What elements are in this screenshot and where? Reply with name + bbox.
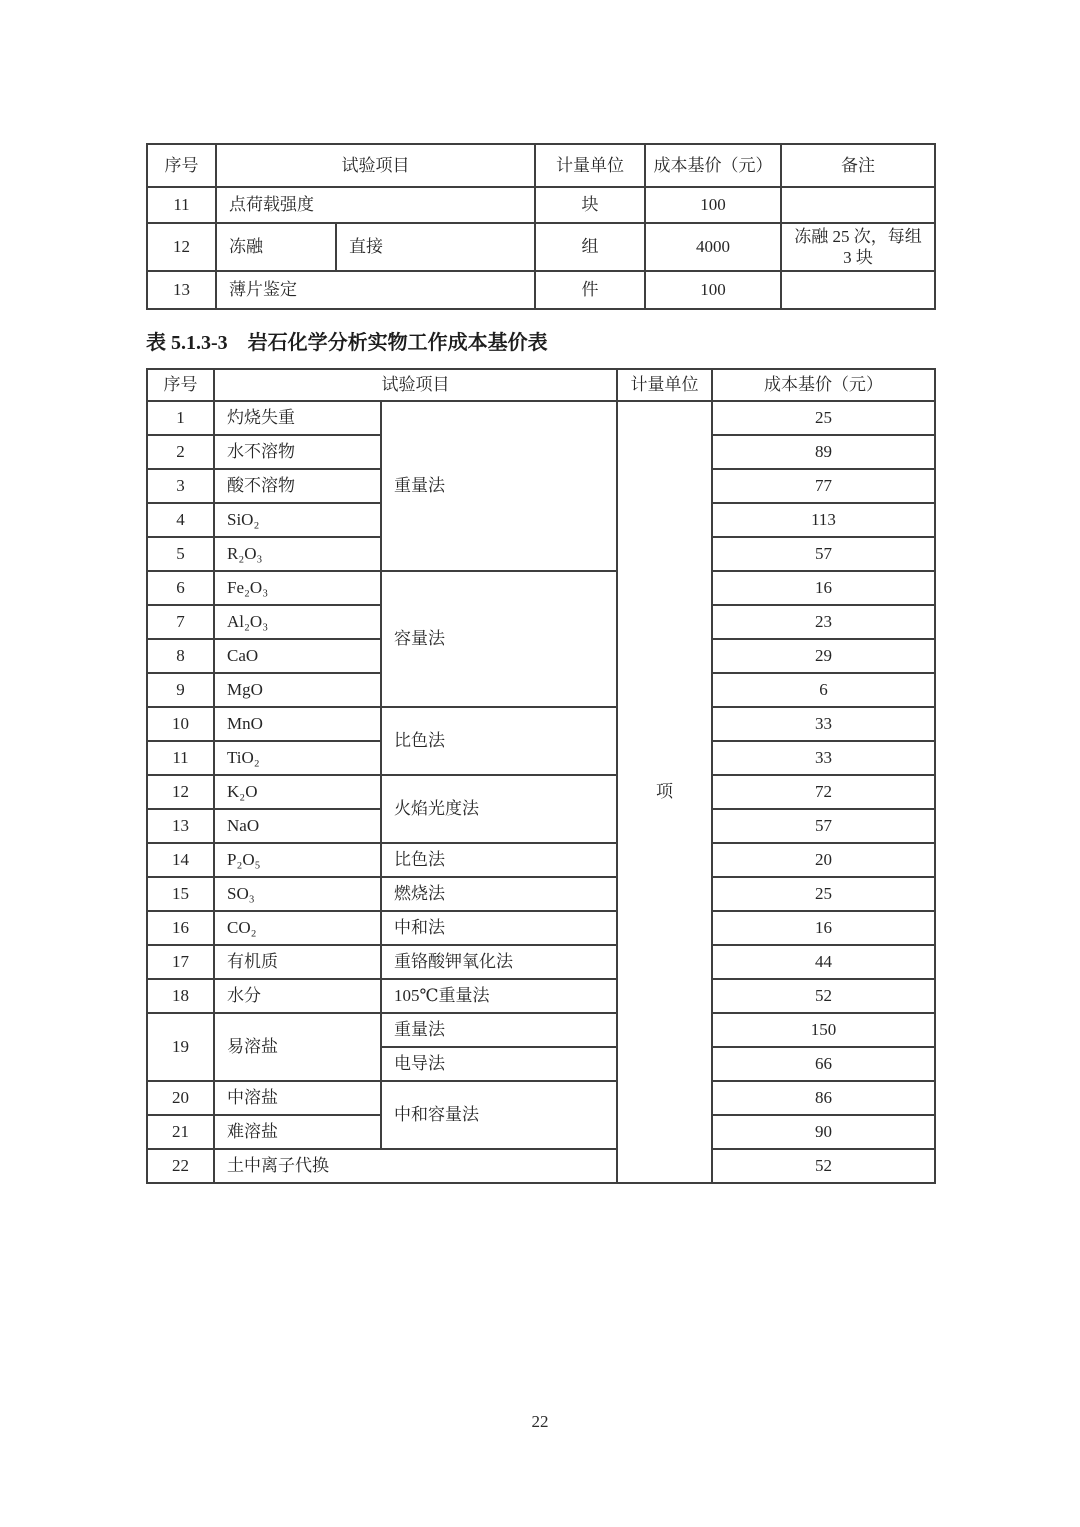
- cell-price: 89: [712, 435, 935, 469]
- cell-price: 4000: [645, 223, 781, 271]
- cell-item: 水分: [214, 979, 381, 1013]
- col-header-price: 成本基价（元）: [645, 144, 781, 187]
- cell-price: 57: [712, 809, 935, 843]
- cell-method: 比色法: [381, 707, 617, 775]
- cell-item: NaO: [214, 809, 381, 843]
- cell-unit: 块: [535, 187, 645, 223]
- cell-no: 20: [147, 1081, 214, 1115]
- cell-price: 77: [712, 469, 935, 503]
- col-header-no: 序号: [147, 144, 216, 187]
- cell-item: 有机质: [214, 945, 381, 979]
- document-content: [146, 143, 934, 1184]
- cell-item: 中溶盐: [214, 1081, 381, 1115]
- cell-item: CO₂: [214, 911, 381, 945]
- cell-remark: 冻融 25 次，每组 3 块: [781, 223, 935, 271]
- table-row: [147, 843, 935, 877]
- cell-no: 2: [147, 435, 214, 469]
- cell-price: 72: [712, 775, 935, 809]
- cell-price: 29: [712, 639, 935, 673]
- cell-method: 比色法: [381, 843, 617, 877]
- col-header-unit: 计量单位: [535, 144, 645, 187]
- col-header-remark: 备注: [781, 144, 935, 187]
- cell-price: 20: [712, 843, 935, 877]
- cell-item: P₂O₅: [214, 843, 381, 877]
- cell-item: R₂O₃: [214, 537, 381, 571]
- cell-method: 火焰光度法: [381, 775, 617, 843]
- cell-no: 16: [147, 911, 214, 945]
- cell-item: 冻融: [216, 223, 336, 271]
- cell-item: 点荷载强度: [216, 187, 535, 223]
- cell-price: 113: [712, 503, 935, 537]
- cell-no: 7: [147, 605, 214, 639]
- cell-no: 18: [147, 979, 214, 1013]
- cell-item: CaO: [214, 639, 381, 673]
- cell-no: 14: [147, 843, 214, 877]
- cell-sub-item: 直接: [336, 223, 535, 271]
- cell-price: 52: [712, 1149, 935, 1183]
- page-number: 22: [531, 1412, 549, 1431]
- cell-price: 16: [712, 911, 935, 945]
- cell-price: 33: [712, 707, 935, 741]
- cell-item: SO₃: [214, 877, 381, 911]
- cell-price: 25: [712, 401, 935, 435]
- cell-no: 12: [147, 775, 214, 809]
- cell-method: 中和法: [381, 911, 617, 945]
- table-row: [147, 707, 935, 741]
- cell-unit: 组: [535, 223, 645, 271]
- cell-no: 4: [147, 503, 214, 537]
- cell-method: 电导法: [381, 1047, 617, 1081]
- col-header-item: 试验项目: [214, 369, 617, 401]
- table-row: [147, 979, 935, 1013]
- table-row: [147, 1081, 935, 1115]
- table-title: 表 5.1.3-3 岩石化学分析实物工作成本基价表: [146, 332, 548, 354]
- cell-price: 66: [712, 1047, 935, 1081]
- cell-no: 12: [147, 223, 216, 271]
- cell-no: 13: [147, 271, 216, 309]
- cell-remark: [781, 187, 935, 223]
- table-row: [147, 223, 935, 271]
- table-row: [147, 945, 935, 979]
- table-row: [147, 401, 935, 435]
- cell-method: 燃烧法: [381, 877, 617, 911]
- cell-item: 易溶盐: [214, 1013, 381, 1081]
- cell-no: 17: [147, 945, 214, 979]
- cell-item: Fe₂O₃: [214, 571, 381, 605]
- cell-method: 中和容量法: [381, 1081, 617, 1149]
- cell-item: 土中离子代换: [214, 1149, 617, 1183]
- table-row: [147, 1013, 935, 1047]
- table-row: [147, 775, 935, 809]
- cell-price: 90: [712, 1115, 935, 1149]
- cell-price: 52: [712, 979, 935, 1013]
- cell-no: 21: [147, 1115, 214, 1149]
- col-header-unit: 计量单位: [617, 369, 712, 401]
- cell-price: 150: [712, 1013, 935, 1047]
- cell-method: 容量法: [381, 571, 617, 707]
- table-row: [147, 187, 935, 223]
- cell-price: 6: [712, 673, 935, 707]
- cell-item: 薄片鉴定: [216, 271, 535, 309]
- cell-item: 难溶盐: [214, 1115, 381, 1149]
- cell-no: 5: [147, 537, 214, 571]
- cell-item: K₂O: [214, 775, 381, 809]
- table-row: [147, 877, 935, 911]
- cell-method: 重铬酸钾氧化法: [381, 945, 617, 979]
- col-header-item: 试验项目: [216, 144, 535, 187]
- cell-price: 44: [712, 945, 935, 979]
- cell-price: 23: [712, 605, 935, 639]
- cell-unit: 件: [535, 271, 645, 309]
- cell-no: 11: [147, 741, 214, 775]
- cell-no: 22: [147, 1149, 214, 1183]
- cell-unit: 项: [617, 401, 712, 1183]
- cell-item: Al₂O₃: [214, 605, 381, 639]
- cell-price: 100: [645, 187, 781, 223]
- table-row: [147, 271, 935, 309]
- cell-item: 灼烧失重: [214, 401, 381, 435]
- table-row: [147, 911, 935, 945]
- cell-method: 重量法: [381, 401, 617, 571]
- cell-no: 8: [147, 639, 214, 673]
- col-header-price: 成本基价（元）: [712, 369, 935, 401]
- cell-no: 6: [147, 571, 214, 605]
- cell-item: SiO₂: [214, 503, 381, 537]
- cell-item: 水不溶物: [214, 435, 381, 469]
- cell-price: 33: [712, 741, 935, 775]
- cell-no: 10: [147, 707, 214, 741]
- cell-item: 酸不溶物: [214, 469, 381, 503]
- cell-price: 57: [712, 537, 935, 571]
- table-row: [147, 1149, 935, 1183]
- continued-rock-test-cost-table: [146, 143, 936, 310]
- cell-no: 15: [147, 877, 214, 911]
- cell-item: TiO₂: [214, 741, 381, 775]
- cell-remark: [781, 271, 935, 309]
- cell-no: 1: [147, 401, 214, 435]
- cell-item: MgO: [214, 673, 381, 707]
- cell-item: MnO: [214, 707, 381, 741]
- cell-no: 19: [147, 1013, 214, 1081]
- table-header-row: [147, 369, 935, 401]
- cell-method: 105℃重量法: [381, 979, 617, 1013]
- cell-price: 16: [712, 571, 935, 605]
- cell-method: 重量法: [381, 1013, 617, 1047]
- cell-price: 86: [712, 1081, 935, 1115]
- table-row: [147, 571, 935, 605]
- cell-no: 13: [147, 809, 214, 843]
- cell-no: 9: [147, 673, 214, 707]
- cell-price: 25: [712, 877, 935, 911]
- cell-price: 100: [645, 271, 781, 309]
- rock-chemical-analysis-cost-table: [146, 368, 936, 1184]
- col-header-no: 序号: [147, 369, 214, 401]
- cell-no: 3: [147, 469, 214, 503]
- cell-no: 11: [147, 187, 216, 223]
- table-header-row: [147, 144, 935, 187]
